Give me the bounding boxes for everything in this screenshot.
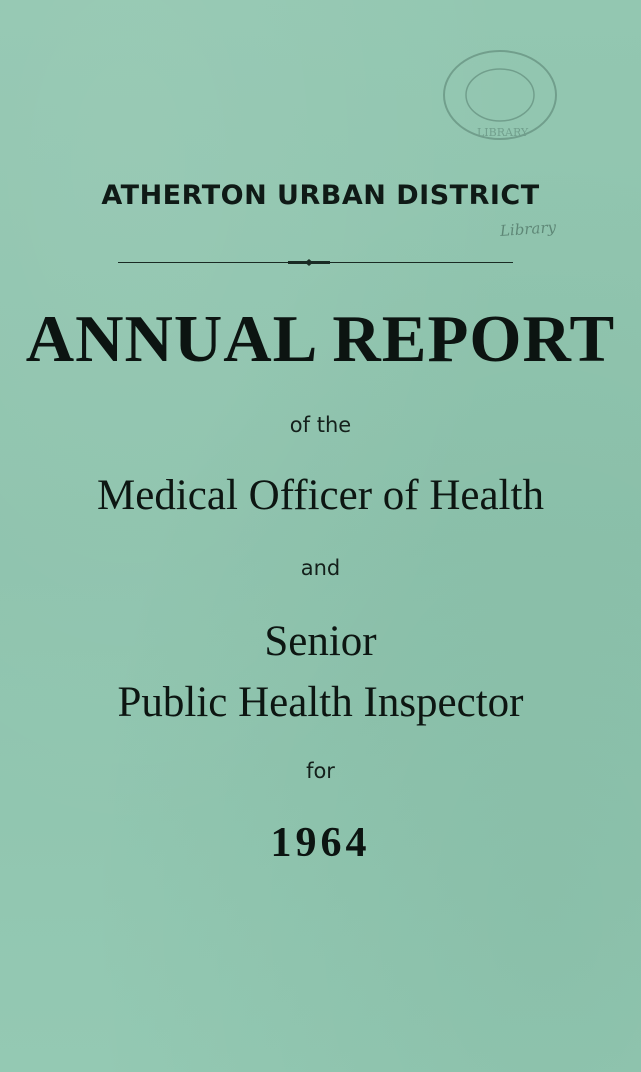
stamp-text: LIBRARY — [477, 126, 529, 139]
district-heading: ATHERTON URBAN DISTRICT — [101, 180, 540, 211]
report-title: ANNUAL REPORT — [25, 302, 616, 376]
library-handwritten-note: Library — [499, 218, 557, 240]
for-text: for — [306, 759, 335, 783]
divider-ornament — [288, 259, 330, 266]
library-stamp — [435, 40, 565, 150]
medical-officer-heading: Medical Officer of Health — [97, 472, 544, 519]
report-year: 1964 — [270, 820, 371, 866]
and-text: and — [300, 556, 341, 580]
of-the-text: of the — [289, 413, 352, 437]
senior-heading: Senior — [264, 618, 377, 665]
public-health-inspector-heading: Public Health Inspector — [117, 679, 524, 726]
